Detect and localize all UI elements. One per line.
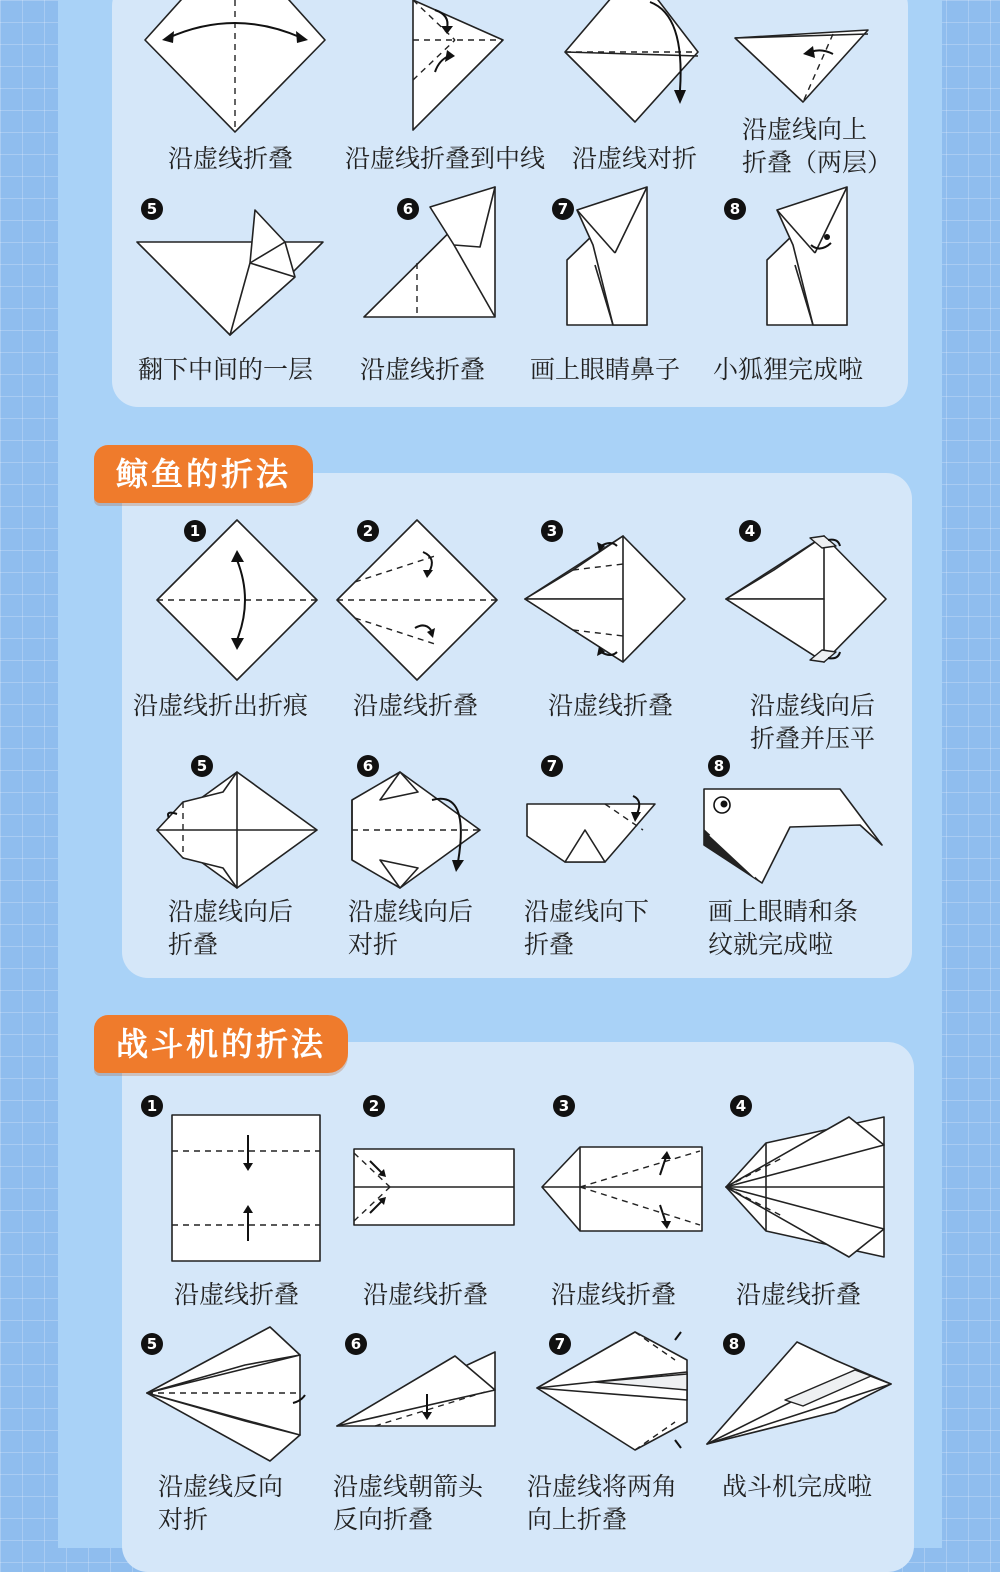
jet-step-2-diagram <box>352 1147 517 1227</box>
jet-step-8-badge: 8 <box>723 1333 745 1355</box>
whale-step-2-badge: 2 <box>357 520 379 542</box>
fox-step-8-caption: 小狐狸完成啦 <box>713 355 864 384</box>
whale-step-2-diagram <box>335 518 500 683</box>
jet-step-1-diagram <box>170 1113 322 1263</box>
whale-step-8-caption: 画上眼睛和条 纹就完成啦 <box>708 897 859 959</box>
fox-step-5-badge: 5 <box>141 198 163 220</box>
fox-step-3-caption: 沿虚线对折 <box>572 144 698 173</box>
whale-step-6-caption: 沿虚线向后 对折 <box>348 897 474 959</box>
jet-step-4-badge: 4 <box>730 1095 752 1117</box>
jet-step-7-diagram <box>535 1330 695 1455</box>
whale-section-title: 鲸鱼的折法 <box>94 445 313 503</box>
jet-step-6-caption: 沿虚线朝箭头 反向折叠 <box>333 1472 484 1534</box>
jet-step-3-diagram <box>540 1145 705 1235</box>
fox-step-7-badge: 7 <box>552 198 574 220</box>
whale-step-4-badge: 4 <box>739 520 761 542</box>
whale-step-5-badge: 5 <box>191 755 213 777</box>
jet-step-1-caption: 沿虚线折叠 <box>174 1280 300 1309</box>
whale-step-5-diagram <box>155 770 320 895</box>
jet-step-5-badge: 5 <box>141 1333 163 1355</box>
whale-step-1-diagram <box>155 518 320 683</box>
jet-step-2-badge: 2 <box>363 1095 385 1117</box>
whale-step-3-badge: 3 <box>541 520 563 542</box>
fox-step-5-diagram <box>135 205 330 340</box>
whale-step-2-caption: 沿虚线折叠 <box>353 691 479 720</box>
whale-step-3-caption: 沿虚线折叠 <box>548 691 674 720</box>
whale-step-8-diagram <box>700 785 885 885</box>
fox-step-3-diagram <box>560 0 705 130</box>
whale-step-6-badge: 6 <box>357 755 379 777</box>
jet-step-7-badge: 7 <box>549 1333 571 1355</box>
jet-step-8-caption: 战斗机完成啦 <box>722 1472 873 1501</box>
fox-step-6-caption: 沿虚线折叠 <box>360 355 486 384</box>
jet-step-3-badge: 3 <box>553 1095 575 1117</box>
jet-step-4-diagram <box>724 1115 889 1260</box>
fox-step-7-caption: 画上眼睛鼻子 <box>530 355 681 384</box>
jet-step-2-caption: 沿虚线折叠 <box>363 1280 489 1309</box>
jet-step-8-diagram <box>705 1340 895 1450</box>
fox-step-2-caption: 沿虚线折叠到中线 <box>345 144 546 173</box>
whale-step-1-caption: 沿虚线折出折痕 <box>133 691 309 720</box>
whale-step-4-caption: 沿虚线向后 折叠并压平 <box>750 691 876 753</box>
jet-step-4-caption: 沿虚线折叠 <box>736 1280 862 1309</box>
fox-step-4-caption: 沿虚线向上 折叠（两层） <box>742 115 893 177</box>
whale-step-7-diagram <box>525 790 660 870</box>
fox-step-1-diagram <box>140 0 330 135</box>
whale-step-7-caption: 沿虚线向下 折叠 <box>524 897 650 959</box>
jet-step-3-caption: 沿虚线折叠 <box>551 1280 677 1309</box>
fox-step-7-diagram <box>565 185 650 330</box>
whale-step-8-badge: 8 <box>708 755 730 777</box>
fox-step-5-caption: 翻下中间的一层 <box>138 355 314 384</box>
jet-step-5-diagram <box>145 1325 305 1465</box>
fox-step-8-diagram <box>765 185 850 330</box>
whale-step-3-diagram <box>523 534 688 669</box>
fox-step-6-badge: 6 <box>397 198 419 220</box>
whale-step-5-caption: 沿虚线向后 折叠 <box>168 897 294 959</box>
jet-step-6-diagram <box>335 1350 500 1430</box>
whale-step-6-diagram <box>350 770 485 895</box>
fox-step-2-diagram <box>405 0 510 135</box>
jet-step-5-caption: 沿虚线反向 对折 <box>158 1472 284 1534</box>
fox-step-4-diagram <box>733 20 873 110</box>
jet-section-title: 战斗机的折法 <box>94 1015 348 1073</box>
jet-step-7-caption: 沿虚线将两角 向上折叠 <box>527 1472 678 1534</box>
whale-step-1-badge: 1 <box>184 520 206 542</box>
whale-step-7-badge: 7 <box>541 755 563 777</box>
jet-step-1-badge: 1 <box>141 1095 163 1117</box>
fox-step-8-badge: 8 <box>724 198 746 220</box>
fox-step-6-diagram <box>362 185 502 320</box>
jet-step-6-badge: 6 <box>345 1333 367 1355</box>
fox-step-1-caption: 沿虚线折叠 <box>168 144 294 173</box>
whale-step-4-diagram <box>724 534 889 669</box>
